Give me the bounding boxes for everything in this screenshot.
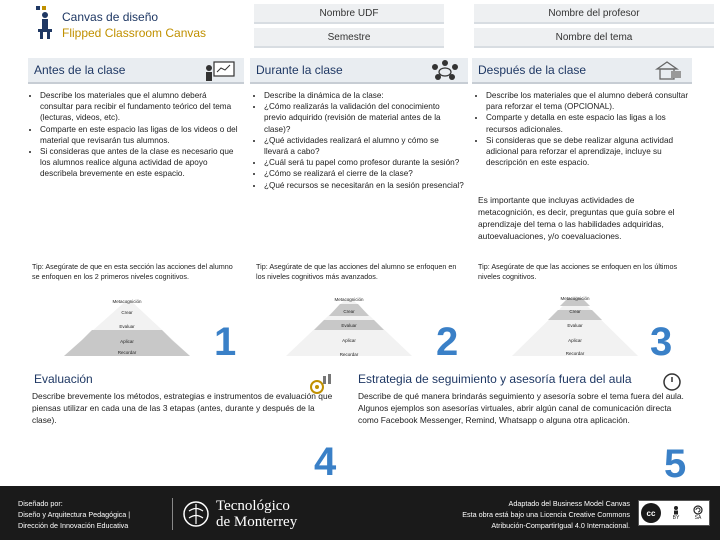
group-meeting-icon [426, 56, 464, 86]
by-icon [667, 504, 685, 522]
antes-title: Antes de la clase [34, 63, 126, 77]
antes-body [30, 90, 242, 180]
antes-bullet: • Si consideras que antes de la clase es necesario que los alumnos realice alguna actividad de apoyo describela brevemente en este espacio. [40, 146, 242, 180]
despues-tip: Tip: Asegúrate de que las acciones se enfoquen en los últimos niveles cognitivos. [478, 262, 678, 281]
pyramid-level-label: Aplicar [342, 338, 356, 343]
section-number-5: 5 [664, 442, 687, 486]
despues-bullet: • Describe los materiales que el alumno deberá consultar para reforzar el tema (OPCIONAL). [486, 90, 690, 112]
durante-bullet: • ¿Cuál será tu papel como profesor durante la sesión? [264, 157, 464, 168]
tema-label: Nombre del tema [555, 31, 633, 43]
estrategia-title: Estrategia de seguimiento y asesoría fuera del aula [358, 372, 632, 386]
pyramid-level-label: Evaluar [341, 323, 357, 328]
pyramid-level-label: Crear [343, 309, 355, 314]
by-label: BY [672, 515, 680, 521]
license-line: Atribución-CompartirIgual 4.0 Internacional. [491, 521, 630, 530]
evaluacion-title: Evaluación [34, 372, 93, 386]
brand-logo-icon [34, 4, 56, 40]
pyramid-level-label: Recordar [565, 351, 585, 356]
pyramid-level-label: Crear [121, 310, 133, 315]
antes-bullet: • Describe los materiales que el alumno deberá consultar para recibir el fundamento teórico del tema (lecturas, videos, etc). [40, 90, 242, 124]
pyramid-level-label: Aplicar [120, 339, 134, 344]
license-text [430, 498, 630, 531]
durante-title: Durante la clase [256, 63, 343, 77]
profesor-field[interactable] [474, 4, 714, 24]
tec-wordmark-line: Tecnológico [216, 498, 290, 514]
tema-field[interactable] [474, 28, 714, 48]
durante-bullet: • ¿Cómo realizarás la validación del conocimiento previo adquirido (revisión de material antes de la clase)? [264, 101, 464, 135]
evaluacion-text: Describe brevemente los métodos, estrategias e instrumentos de evaluación que piensas utilizar en cada una de las 3 etapas (antes, durante y después de la clase). [32, 391, 333, 425]
pyramid-level-label: Evaluar [119, 324, 135, 329]
pyramid-level-label: Evaluar [567, 323, 583, 328]
design-credit [18, 498, 158, 531]
section-number-4: 4 [314, 440, 337, 484]
estrategia-text: Describe de qué manera brindarás seguimiento y asesoría sobre el tema fuera del aula. Algunos ejemplos son asesorías virtuales, abrir algún canal de comunicación directa como Facebook Messenger, Remind, Whatsapp o alguna otra aplicación. [358, 391, 684, 425]
canvas-subtitle: Flipped Classroom Canvas [62, 26, 207, 40]
section-number-3: 3 [650, 320, 673, 364]
durante-bullet: • ¿Qué recursos se necesitarán en la sesión presencial? [264, 180, 464, 191]
tec-wordmark [216, 498, 297, 530]
pyramid-durante [284, 296, 414, 358]
footer-bar [0, 486, 720, 540]
udf-field[interactable] [254, 4, 444, 24]
durante-bullet: • Describe la dinámica de la clase: [264, 90, 464, 101]
footer-divider [172, 498, 173, 530]
design-credit-line: Dirección de Innovación Educativa [18, 521, 129, 530]
sa-icon [689, 504, 707, 522]
home-computer-icon [652, 58, 686, 84]
pyramid-antes [62, 296, 192, 358]
sa-label: SA [694, 515, 702, 521]
semestre-field[interactable] [254, 28, 444, 48]
udf-label: Nombre UDF [319, 7, 379, 19]
pyramid-level-label: Aplicar [568, 338, 582, 343]
antes-bullet: • Comparte en este espacio las ligas de los videos o del material que revisarán tus alumnos. [40, 124, 242, 146]
tec-logo-icon [182, 498, 210, 530]
license-line: Esta obra está bajo una Licencia Creative Commons [462, 510, 630, 519]
section-number-1: 1 [214, 320, 237, 364]
semestre-label: Semestre [327, 31, 371, 43]
tec-wordmark-line: de Monterrey [216, 514, 298, 530]
section-number-2: 2 [436, 320, 459, 364]
despues-title: Después de la clase [478, 63, 587, 77]
despues-bullet: • Si consideras que se debe realizar alguna actividad adicional para reforzar el aprendizaje, incluye su descripción en este espacio. [486, 135, 690, 169]
pyramid-despues [510, 294, 640, 358]
despues-bullet: • Comparte y detalla en este espacio las ligas a los recursos adicionales. [486, 112, 690, 134]
design-credit-line: Diseño y Arquitectura Pedagógica | [18, 510, 131, 519]
cc-license-badge[interactable] [638, 500, 710, 526]
pyramid-top-label: Metacognición [560, 296, 590, 301]
teacher-board-icon [202, 58, 238, 84]
pyramid-top-label: Metacognición [334, 297, 364, 302]
despues-body [476, 90, 690, 168]
cc-label: cc [646, 508, 656, 518]
metacognition-note: Es importante que incluyas actividades de metacognición, es decir, preguntas que guía sobre el aprendizaje del tema o las habilidades adquiridas, autoevaluaciones, y/o coevaluaciones. [478, 195, 675, 241]
license-line: Adaptado del Business Model Canvas [508, 499, 630, 508]
durante-bullet: • ¿Cómo se realizará el cierre de la clase? [264, 168, 464, 179]
design-credit-line: Diseñado por: [18, 499, 63, 508]
profesor-label: Nombre del profesor [548, 7, 640, 19]
pyramid-level-label: Recordar [339, 352, 359, 357]
pyramid-level-label: Recordar [117, 350, 137, 355]
canvas-title: Canvas de diseño [62, 10, 159, 24]
cc-icon [641, 503, 661, 523]
durante-tip: Tip: Asegúrate de que las acciones del alumno se enfoquen en los niveles cognitivos más avanzados. [256, 262, 457, 281]
antes-tip: Tip: Asegúrate de que en esta sección las acciones del alumno se enfoquen en los 2 primeros niveles cognitivos. [32, 262, 233, 281]
pyramid-level-label: Crear [569, 309, 581, 314]
pyramid-top-label: Metacognición [112, 299, 142, 304]
durante-body [254, 90, 464, 191]
durante-bullet: • ¿Qué actividades realizará el alumno y cómo se llevará a cabo? [264, 135, 464, 157]
